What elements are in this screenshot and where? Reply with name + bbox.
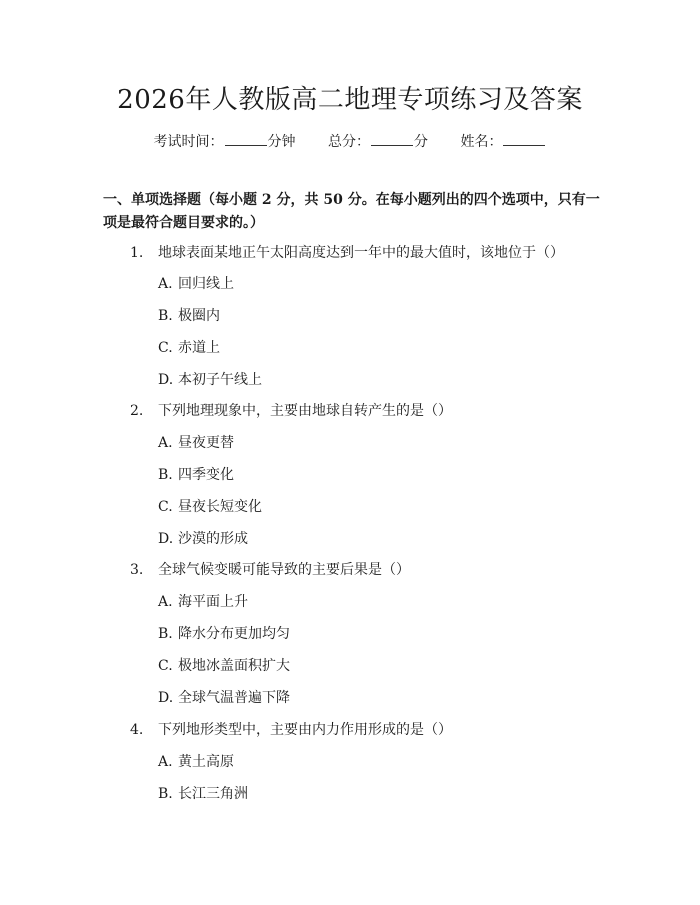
- option-text: 极圈内: [178, 308, 220, 324]
- option-letter: B.: [158, 626, 173, 642]
- option-letter: D.: [158, 690, 174, 706]
- option-letter: A.: [158, 594, 173, 610]
- option-letter: C.: [158, 499, 173, 515]
- option-text: 昼夜长短变化: [178, 499, 262, 515]
- question-1: [130, 242, 564, 264]
- question-number: 4.: [130, 722, 144, 738]
- option-text: 回归线上: [178, 276, 234, 292]
- question-text: 地球表面某地正午太阳高度达到一年中的最大值时，该地位于（）: [158, 245, 564, 261]
- option-1a: [158, 273, 234, 295]
- question-text: 下列地形类型中，主要由内力作用形成的是（）: [158, 722, 452, 738]
- option-letter: B.: [158, 467, 173, 483]
- option-2b: [158, 464, 234, 486]
- option-letter: D.: [158, 372, 174, 388]
- option-text: 长江三角洲: [178, 786, 248, 802]
- option-text: 赤道上: [178, 340, 220, 356]
- question-text: 全球气候变暖可能导致的主要后果是（）: [158, 562, 410, 578]
- exam-time-unit: 分钟: [267, 134, 296, 150]
- student-name-blank: [503, 131, 545, 146]
- option-letter: C.: [158, 340, 173, 356]
- option-4a: [158, 751, 234, 773]
- option-3c: [158, 655, 290, 677]
- option-text: 本初子午线上: [178, 372, 262, 388]
- option-text: 全球气温普遍下降: [178, 690, 290, 706]
- question-2: [130, 400, 452, 422]
- student-name-label: 姓名：: [460, 134, 503, 150]
- option-3b: [158, 623, 290, 645]
- student-name-field: [460, 131, 546, 153]
- total-score-label: 总分：: [328, 134, 370, 150]
- option-letter: C.: [158, 658, 173, 674]
- exam-meta-line: [0, 131, 700, 153]
- option-text: 降水分布更加均匀: [178, 626, 290, 642]
- option-text: 四季变化: [178, 467, 234, 483]
- option-1d: [158, 369, 262, 391]
- question-number: 3.: [130, 562, 144, 578]
- total-score-field: [328, 131, 428, 153]
- option-text: 昼夜更替: [178, 435, 234, 451]
- option-text: 海平面上升: [178, 594, 248, 610]
- exam-time-label: 考试时间：: [153, 134, 224, 150]
- option-letter: B.: [158, 786, 173, 802]
- option-3a: [158, 591, 248, 613]
- question-number: 2.: [130, 403, 144, 419]
- option-text: 沙漠的形成: [178, 531, 248, 547]
- exam-time-blank: [225, 131, 267, 146]
- option-letter: B.: [158, 308, 173, 324]
- exam-time-field: [154, 131, 296, 153]
- question-4: [130, 719, 452, 741]
- option-1c: [158, 337, 220, 359]
- section-heading: 一、单项选择题（每小题 2 分，共 50 分。在每小题列出的四个选项中，只有一项是最符合题目要求的。）: [103, 192, 600, 231]
- page-title: 2026年人教版高二地理专项练习及答案: [117, 85, 583, 115]
- option-4b: [158, 783, 248, 805]
- option-3d: [158, 687, 290, 709]
- question-number: 1.: [130, 245, 144, 261]
- option-1b: [158, 305, 220, 327]
- question-text: 下列地理现象中，主要由地球自转产生的是（）: [158, 403, 452, 419]
- option-letter: D.: [158, 531, 174, 547]
- question-3: [130, 559, 410, 581]
- option-letter: A.: [158, 276, 173, 292]
- option-text: 极地冰盖面积扩大: [178, 658, 290, 674]
- option-2c: [158, 496, 262, 518]
- option-2d: [158, 528, 248, 550]
- option-text: 黄土高原: [178, 754, 234, 770]
- total-score-blank: [371, 131, 413, 146]
- total-score-unit: 分: [414, 134, 428, 150]
- option-letter: A.: [158, 754, 173, 770]
- option-letter: A.: [158, 435, 173, 451]
- option-2a: [158, 432, 234, 454]
